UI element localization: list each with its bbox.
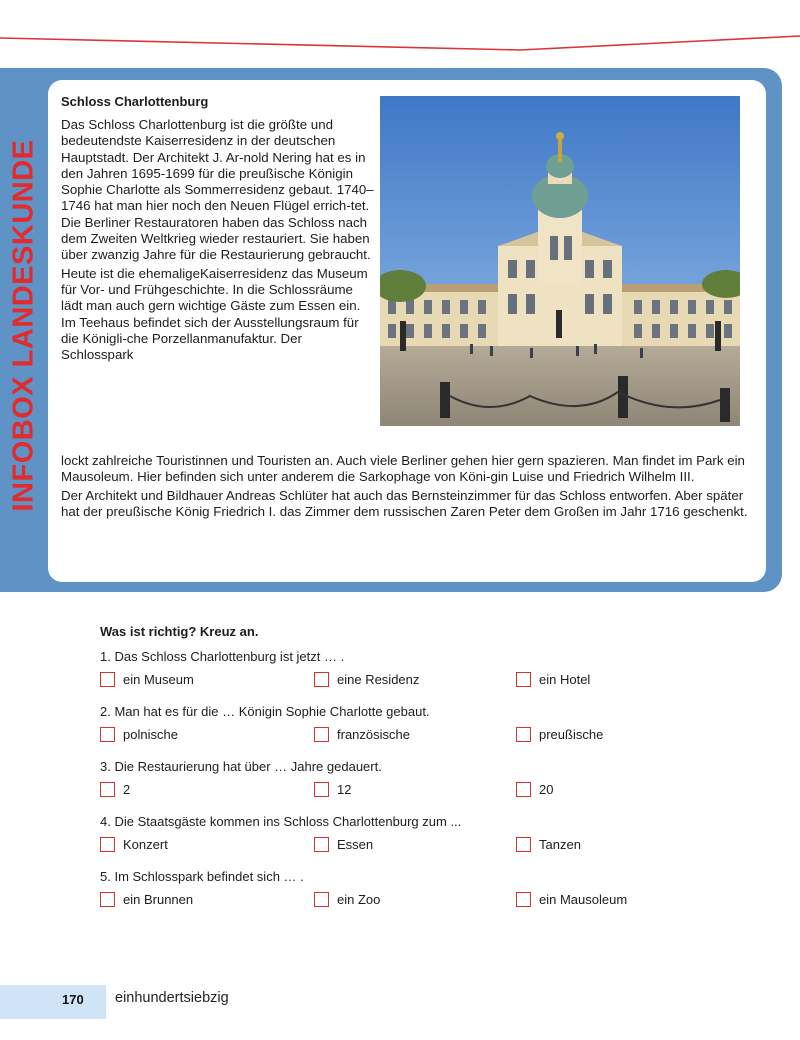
header-red-line bbox=[0, 0, 800, 60]
checkbox-icon[interactable] bbox=[100, 727, 115, 742]
question-5: 5. Im Schlosspark befindet sich … . bbox=[100, 869, 304, 884]
infobox-paragraph-1: Das Schloss Charlottenburg ist die größte und bedeutendste Kaiserresidenz in der deutschen Hauptstadt. Der Architekt J. Ar-nold Nering hat es in den Jahren 1695-1699 für die preußische Königin Sophie Charlotte als Sommerresidenz gebaut. 1740–1746 hat man hier noch den Neuen Flügel errich-tet. Die Berliner Restauratoren haben das Schloss nach dem Zweiten Weltkrieg wieder restauriert. Sie haben über zwanzig Jahre für die Restaurierung gebraucht. bbox=[61, 117, 374, 263]
checkbox-icon[interactable] bbox=[516, 672, 531, 687]
checkbox-icon[interactable] bbox=[314, 892, 329, 907]
option-checkbox[interactable]: ein Mausoleum bbox=[516, 892, 627, 907]
checkbox-icon[interactable] bbox=[100, 782, 115, 797]
option-checkbox[interactable]: französische bbox=[314, 727, 410, 742]
checkbox-icon[interactable] bbox=[314, 782, 329, 797]
checkbox-icon[interactable] bbox=[314, 837, 329, 852]
checkbox-icon[interactable] bbox=[516, 782, 531, 797]
option-checkbox[interactable]: ein Zoo bbox=[314, 892, 380, 907]
infobox-paragraph-2-continued: lockt zahlreiche Touristinnen und Touristen an. Auch viele Berliner gehen hier gern spazieren. Man findet im Park ein Mausoleum. Hier befinden sich unter anderem die Sarkophage von Köni-gin Luise und Friedrich Wilhelm III. bbox=[61, 453, 745, 485]
page-number-words: einhundertsiebzig bbox=[115, 990, 229, 1006]
palace-photo bbox=[380, 96, 740, 426]
infobox-text-column bbox=[61, 117, 378, 365]
checkbox-icon[interactable] bbox=[100, 837, 115, 852]
question-1-options bbox=[98, 672, 738, 692]
checkbox-icon[interactable] bbox=[516, 837, 531, 852]
checkbox-icon[interactable] bbox=[314, 672, 329, 687]
option-checkbox[interactable]: preußische bbox=[516, 727, 603, 742]
checkbox-icon[interactable] bbox=[516, 892, 531, 907]
footer-page-tab bbox=[0, 985, 106, 1019]
page-number: 170 bbox=[62, 992, 84, 1007]
option-checkbox[interactable]: ein Hotel bbox=[516, 672, 590, 687]
quiz-title: Was ist richtig? Kreuz an. bbox=[100, 624, 259, 639]
option-checkbox[interactable]: polnische bbox=[100, 727, 178, 742]
infobox-text-full bbox=[61, 453, 751, 522]
option-checkbox[interactable]: eine Residenz bbox=[314, 672, 419, 687]
infobox-side-label: INFOBOX LANDESKUNDE bbox=[7, 138, 40, 512]
checkbox-icon[interactable] bbox=[100, 672, 115, 687]
option-checkbox[interactable]: ein Brunnen bbox=[100, 892, 193, 907]
option-checkbox[interactable]: 2 bbox=[100, 782, 130, 797]
question-3-options bbox=[98, 782, 738, 802]
checkbox-icon[interactable] bbox=[100, 892, 115, 907]
question-4-options bbox=[98, 837, 738, 857]
checkbox-icon[interactable] bbox=[516, 727, 531, 742]
infobox-title: Schloss Charlottenburg bbox=[61, 94, 209, 109]
option-checkbox[interactable]: ein Museum bbox=[100, 672, 194, 687]
checkbox-icon[interactable] bbox=[314, 727, 329, 742]
option-checkbox[interactable]: 20 bbox=[516, 782, 553, 797]
question-5-options bbox=[98, 892, 738, 912]
option-checkbox[interactable]: Konzert bbox=[100, 837, 168, 852]
option-checkbox[interactable]: Essen bbox=[314, 837, 373, 852]
question-4: 4. Die Staatsgäste kommen ins Schloss Charlottenburg zum ... bbox=[100, 814, 462, 829]
infobox-paragraph-3: Der Architekt und Bildhauer Andreas Schlüter hat auch das Bernsteinzimmer für das Schloss entworfen. Aber später hat der preußische König Friedrich I. das Zimmer dem russischen Zaren Peter dem Großen im Jahr 1716 geschenkt. bbox=[61, 487, 748, 519]
question-1: 1. Das Schloss Charlottenburg ist jetzt … . bbox=[100, 649, 345, 664]
infobox-paragraph-2: Heute ist die ehemaligeKaiserresidenz das Museum für Vor- und Frühgeschichte. In die Schlossräume lädt man auch gern wichtige Gäste zum Essen ein. Im Teehaus befindet sich der Ausstellungsraum für die Königli-che Porzellanmanufaktur. Der Schlosspark bbox=[61, 265, 368, 363]
option-checkbox[interactable]: Tanzen bbox=[516, 837, 581, 852]
question-2-options bbox=[98, 727, 738, 747]
quiz-section bbox=[98, 624, 738, 924]
question-2: 2. Man hat es für die … Königin Sophie Charlotte gebaut. bbox=[100, 704, 430, 719]
question-3: 3. Die Restaurierung hat über … Jahre gedauert. bbox=[100, 759, 382, 774]
option-checkbox[interactable]: 12 bbox=[314, 782, 351, 797]
